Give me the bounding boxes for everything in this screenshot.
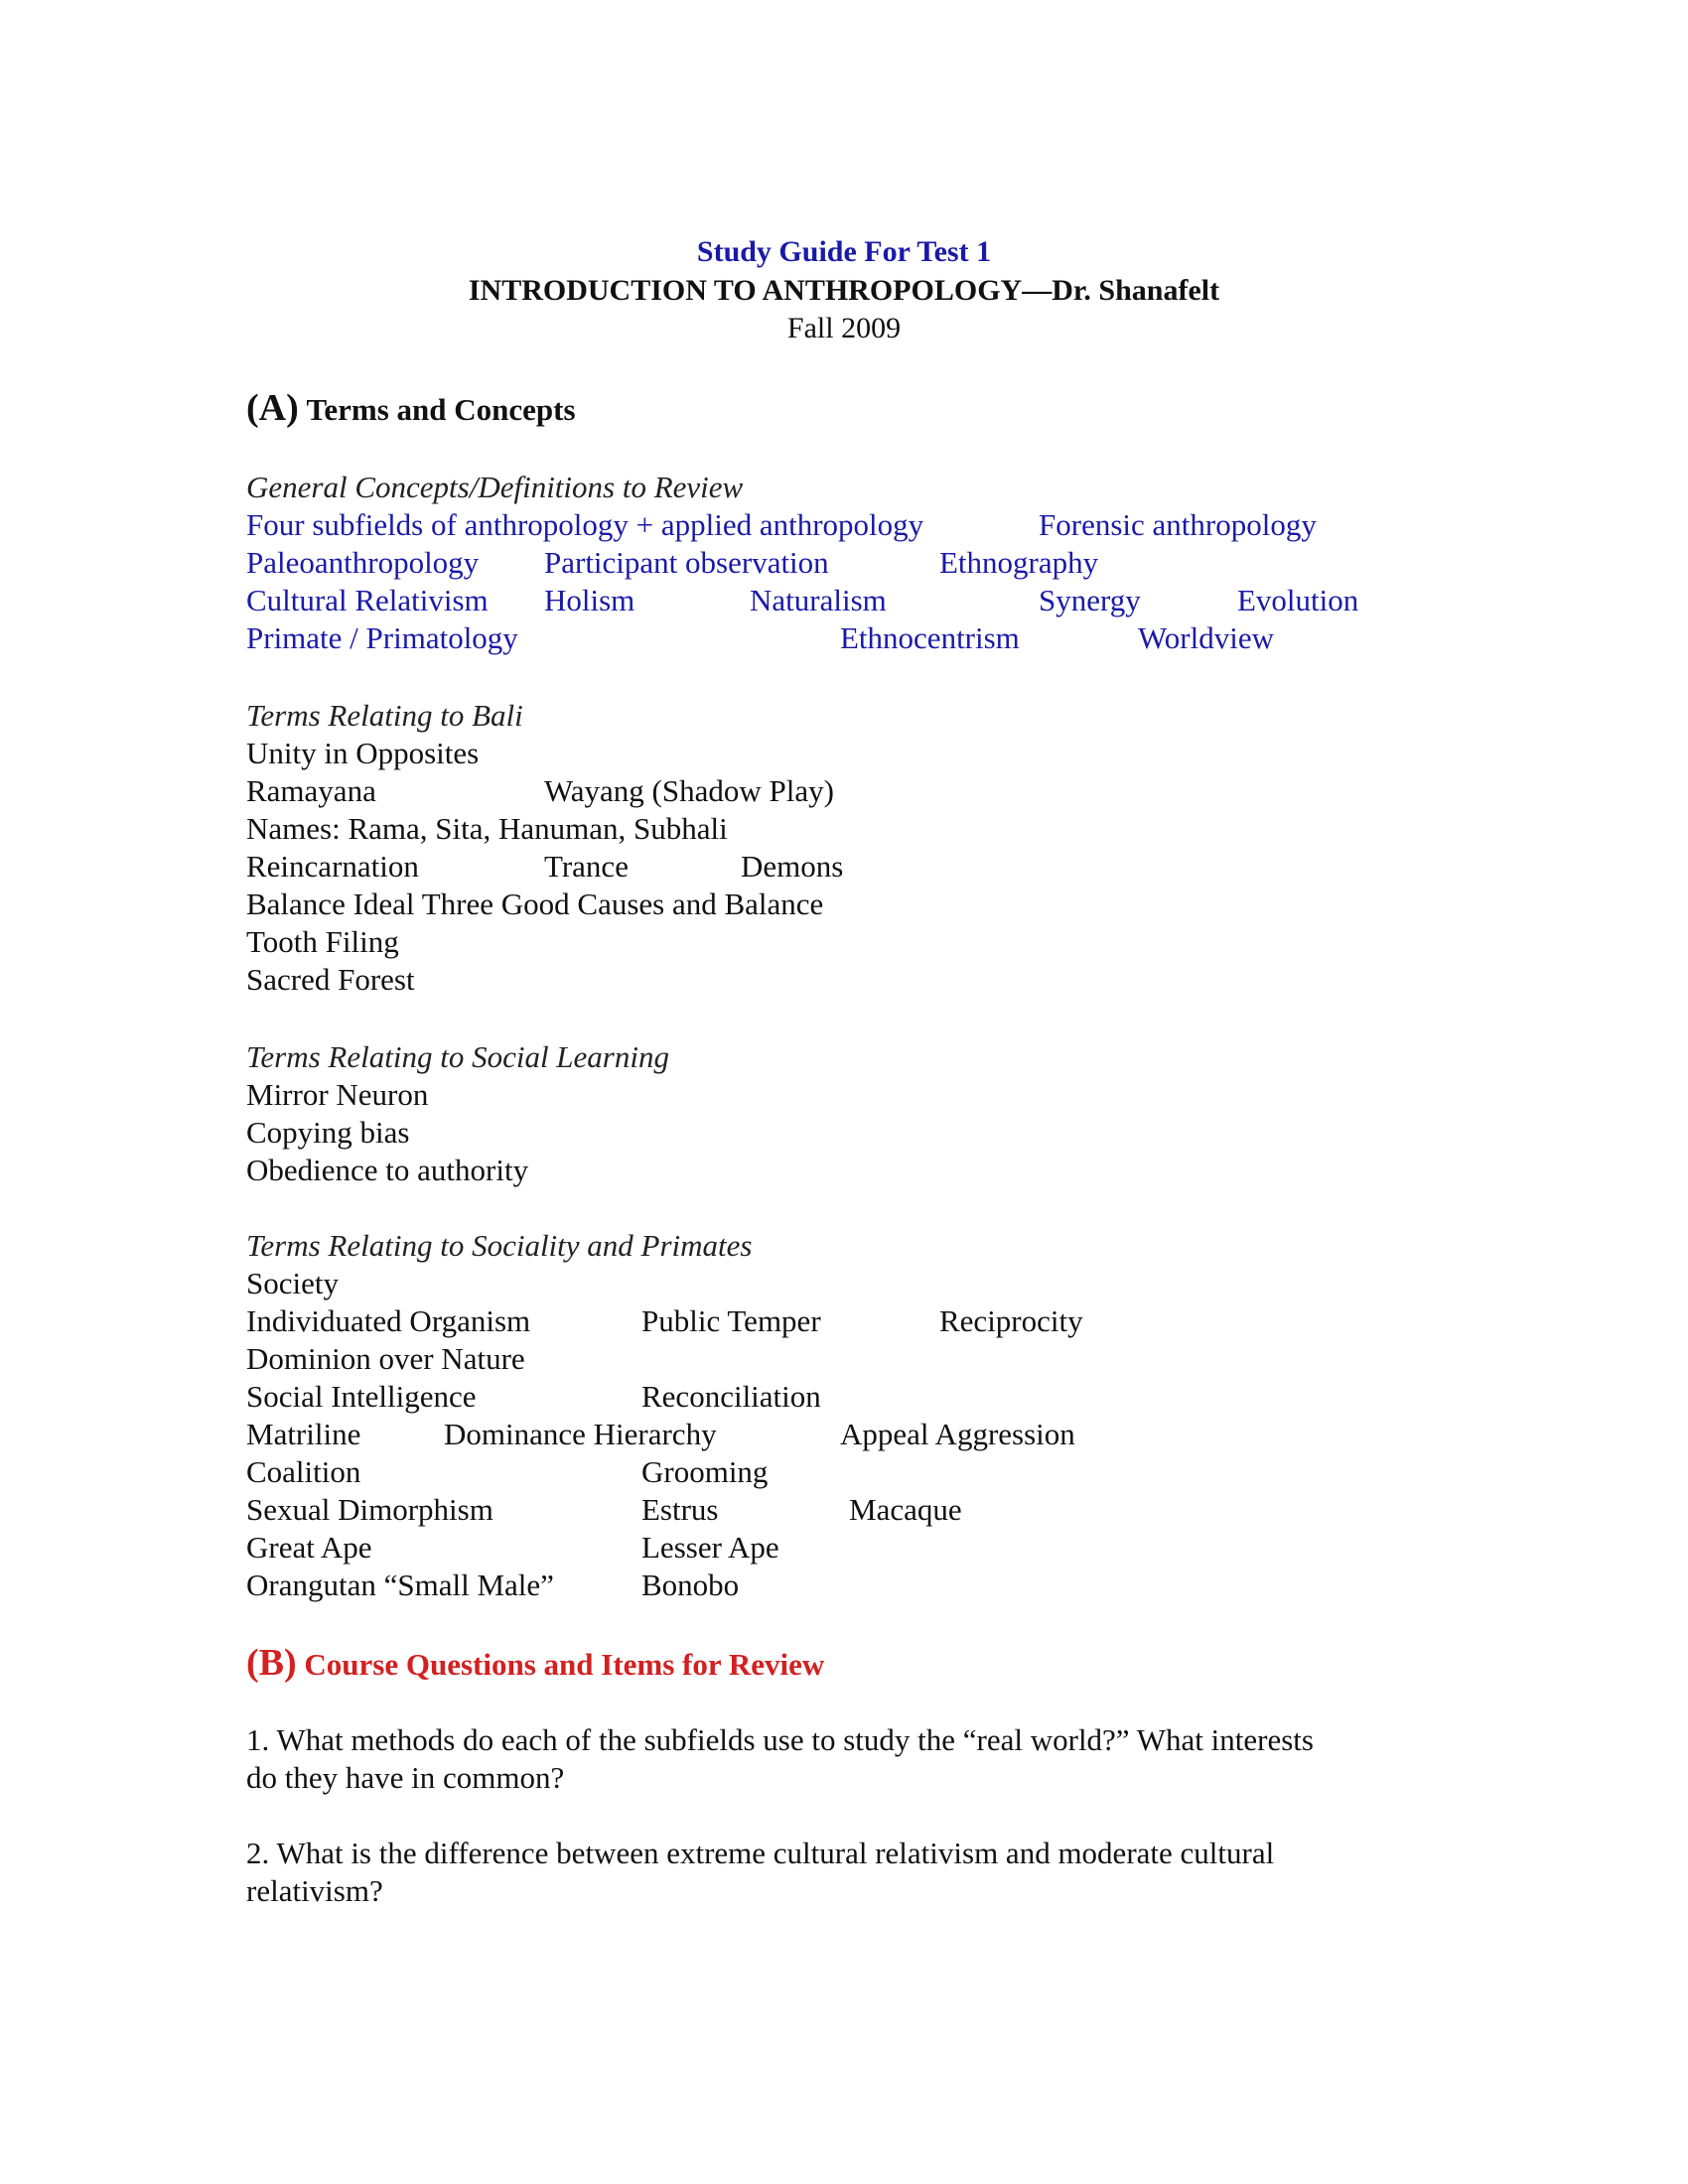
term-item: Sacred Forest	[246, 962, 415, 997]
term-item: Coalition	[246, 1454, 361, 1489]
term-item: Dominance Hierarchy	[444, 1417, 717, 1451]
term-item: Primate / Primatology	[246, 620, 518, 655]
term-item: Demons	[741, 849, 844, 884]
term-item: Grooming	[641, 1454, 769, 1489]
term-item: Names: Rama, Sita, Hanuman, Subhali	[246, 811, 728, 846]
term-item: Ramayana	[246, 773, 376, 808]
term-item: Society	[246, 1266, 339, 1300]
term-item: Mirror Neuron	[246, 1077, 429, 1112]
term-item: Public Temper	[641, 1303, 821, 1338]
term-item: Social Intelligence	[246, 1379, 477, 1414]
term-item: Trance	[544, 849, 629, 884]
term-item: Participant observation	[544, 545, 829, 580]
term-item: Copying bias	[246, 1115, 410, 1150]
bali-title: Terms Relating to Bali	[246, 698, 523, 733]
term: Fall 2009	[786, 312, 902, 344]
question-2-line-1: 2. What is the difference between extreme cultural relativism and moderate cultural	[246, 1836, 1275, 1870]
term-item: Bonobo	[641, 1568, 740, 1602]
term-item: Orangutan “Small Male”	[246, 1568, 554, 1602]
course-title: INTRODUCTION TO ANTHROPOLOGY—Dr. Shanafelt	[468, 274, 1220, 307]
term-item: Ethnography	[939, 545, 1099, 580]
section-b-heading: (B) Course Questions and Items for Review	[246, 1642, 825, 1684]
term-item: Evolution	[1237, 583, 1359, 617]
term-item: Reincarnation	[246, 849, 419, 884]
question-1-line-1: 1. What methods do each of the subfields use to study the “real world?” What interests	[246, 1722, 1314, 1757]
term-item: Cultural Relativism	[246, 583, 489, 617]
term-item: Matriline	[246, 1417, 361, 1451]
term-item: Great Ape	[246, 1530, 372, 1565]
term-item: Lesser Ape	[641, 1530, 779, 1565]
term-item: Obedience to authority	[246, 1153, 529, 1187]
term-item: Holism	[544, 583, 635, 617]
term-item: Macaque	[849, 1492, 962, 1527]
term-item: Appeal Aggression	[840, 1417, 1075, 1451]
term-item: Reconciliation	[641, 1379, 821, 1414]
term-item: Worldview	[1138, 620, 1274, 655]
term-item: Ethnocentrism	[840, 620, 1020, 655]
term-item: Naturalism	[750, 583, 887, 617]
term-item: Unity in Opposites	[246, 736, 480, 770]
term-item: Tooth Filing	[246, 924, 399, 959]
general-concepts-title: General Concepts/Definitions to Review	[246, 470, 744, 504]
term-item: Wayang (Shadow Play)	[544, 773, 834, 808]
sociality-title: Terms Relating to Sociality and Primates	[246, 1228, 753, 1263]
term-item: Individuated Organism	[246, 1303, 531, 1338]
question-2-line-2: relativism?	[246, 1873, 383, 1908]
term-item: Forensic anthropology	[1039, 507, 1317, 542]
section-a-heading: (A) Terms and Concepts	[246, 387, 576, 429]
term-item: Four subfields of anthropology + applied anthropology	[246, 507, 924, 542]
term-item: Reciprocity	[939, 1303, 1083, 1338]
term-item: Estrus	[641, 1492, 719, 1527]
term-item: Synergy	[1039, 583, 1141, 617]
social-learning-title: Terms Relating to Social Learning	[246, 1039, 669, 1074]
term-item: Dominion over Nature	[246, 1341, 525, 1376]
term-item: Balance Ideal Three Good Causes and Balance	[246, 887, 824, 921]
term-item: Paleoanthropology	[246, 545, 480, 580]
term-item: Sexual Dimorphism	[246, 1492, 493, 1527]
question-1-line-2: do they have in common?	[246, 1760, 565, 1795]
doc-title: Study Guide For Test 1	[696, 235, 992, 268]
